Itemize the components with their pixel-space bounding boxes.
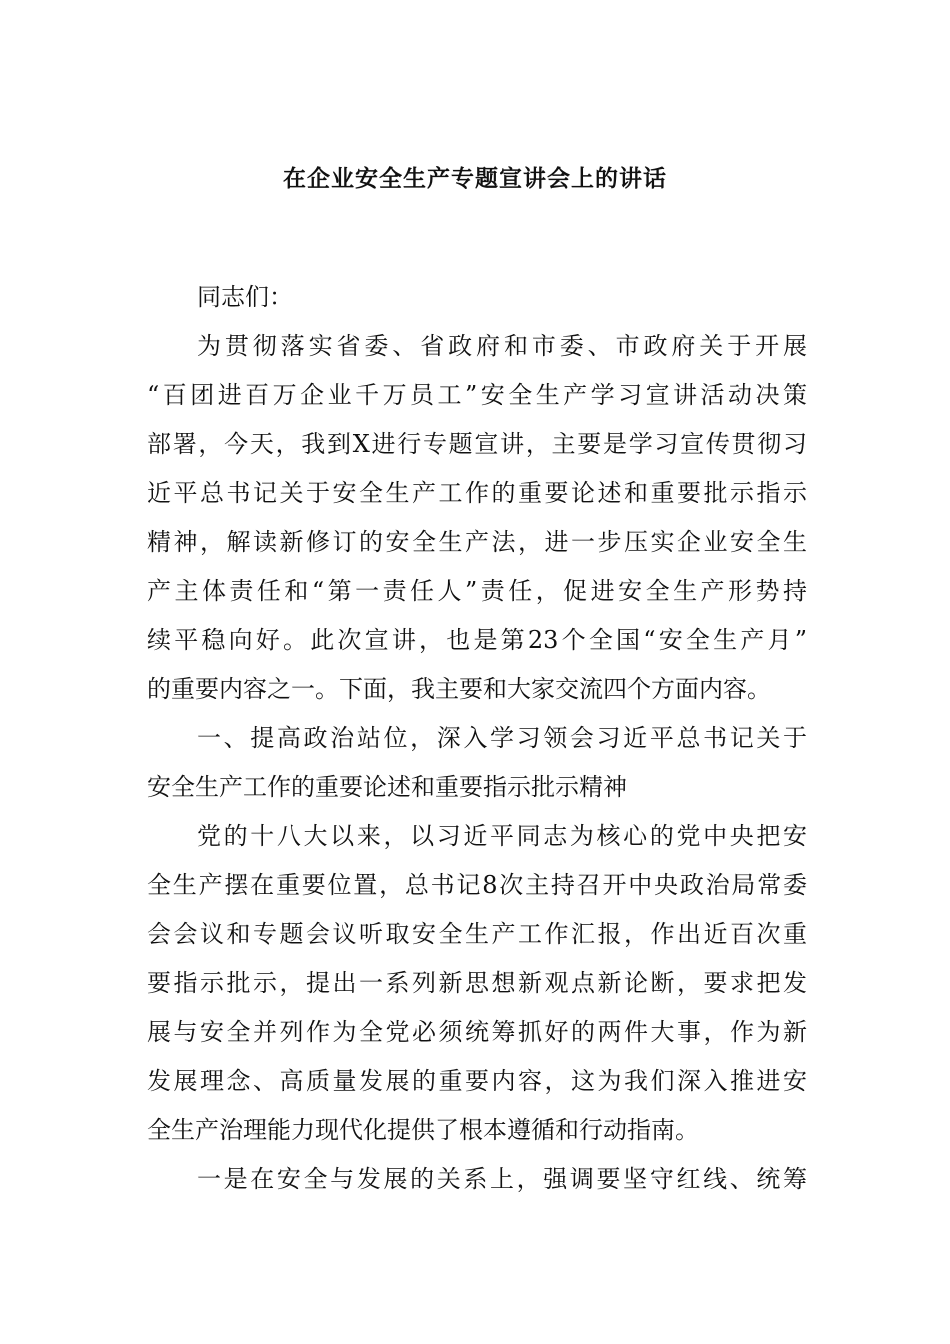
paragraph-line: 会会议和专题会议听取安全生产工作汇报，作出近百次重: [147, 920, 807, 948]
document-title: 在企业安全生产专题宣讲会上的讲话: [283, 166, 667, 192]
paragraph-line: 一是在安全与发展的关系上，强调要坚守红线、统筹: [197, 1165, 807, 1193]
document-body: [147, 273, 807, 1204]
paragraph-line: 产主体责任和“第一责任人”责任，促进安全生产形势持: [147, 577, 807, 605]
paragraph-line: 部署，今天，我到X进行专题宣讲，主要是学习宣传贯彻习: [147, 430, 807, 458]
paragraph-line: 的重要内容之一。下面，我主要和大家交流四个方面内容。: [147, 675, 771, 703]
paragraph-line: “百团进百万企业千万员工”安全生产学习宣讲活动决策: [147, 381, 807, 409]
paragraph-line: 续平稳向好。此次宣讲，也是第23个全国“安全生产月”: [147, 626, 807, 654]
paragraph-line: 为贯彻落实省委、省政府和市委、市政府关于开展: [197, 332, 807, 360]
paragraph-line: 展与安全并列作为全党必须统筹抓好的两件大事，作为新: [147, 1018, 807, 1046]
paragraph-line: 要指示批示，提出一系列新思想新观点新论断，要求把发: [147, 969, 807, 997]
section-heading-line: 安全生产工作的重要论述和重要指示批示精神: [147, 773, 627, 801]
paragraph-line: 全生产治理能力现代化提供了根本遵循和行动指南。: [147, 1116, 699, 1144]
section-heading-line: 一、提高政治站位，深入学习领会习近平总书记关于: [197, 724, 807, 752]
paragraph-line: 全生产摆在重要位置，总书记8次主持召开中央政治局常委: [147, 871, 807, 899]
paragraph-line: 精神，解读新修订的安全生产法，进一步压实企业安全生: [147, 528, 807, 556]
salutation-line: 同志们：: [197, 283, 293, 311]
paragraph-line: 近平总书记关于安全生产工作的重要论述和重要批示指示: [147, 479, 807, 507]
paragraph-line: 党的十八大以来，以习近平同志为核心的党中央把安: [197, 822, 807, 850]
paragraph-line: 发展理念、高质量发展的重要内容，这为我们深入推进安: [147, 1067, 807, 1095]
